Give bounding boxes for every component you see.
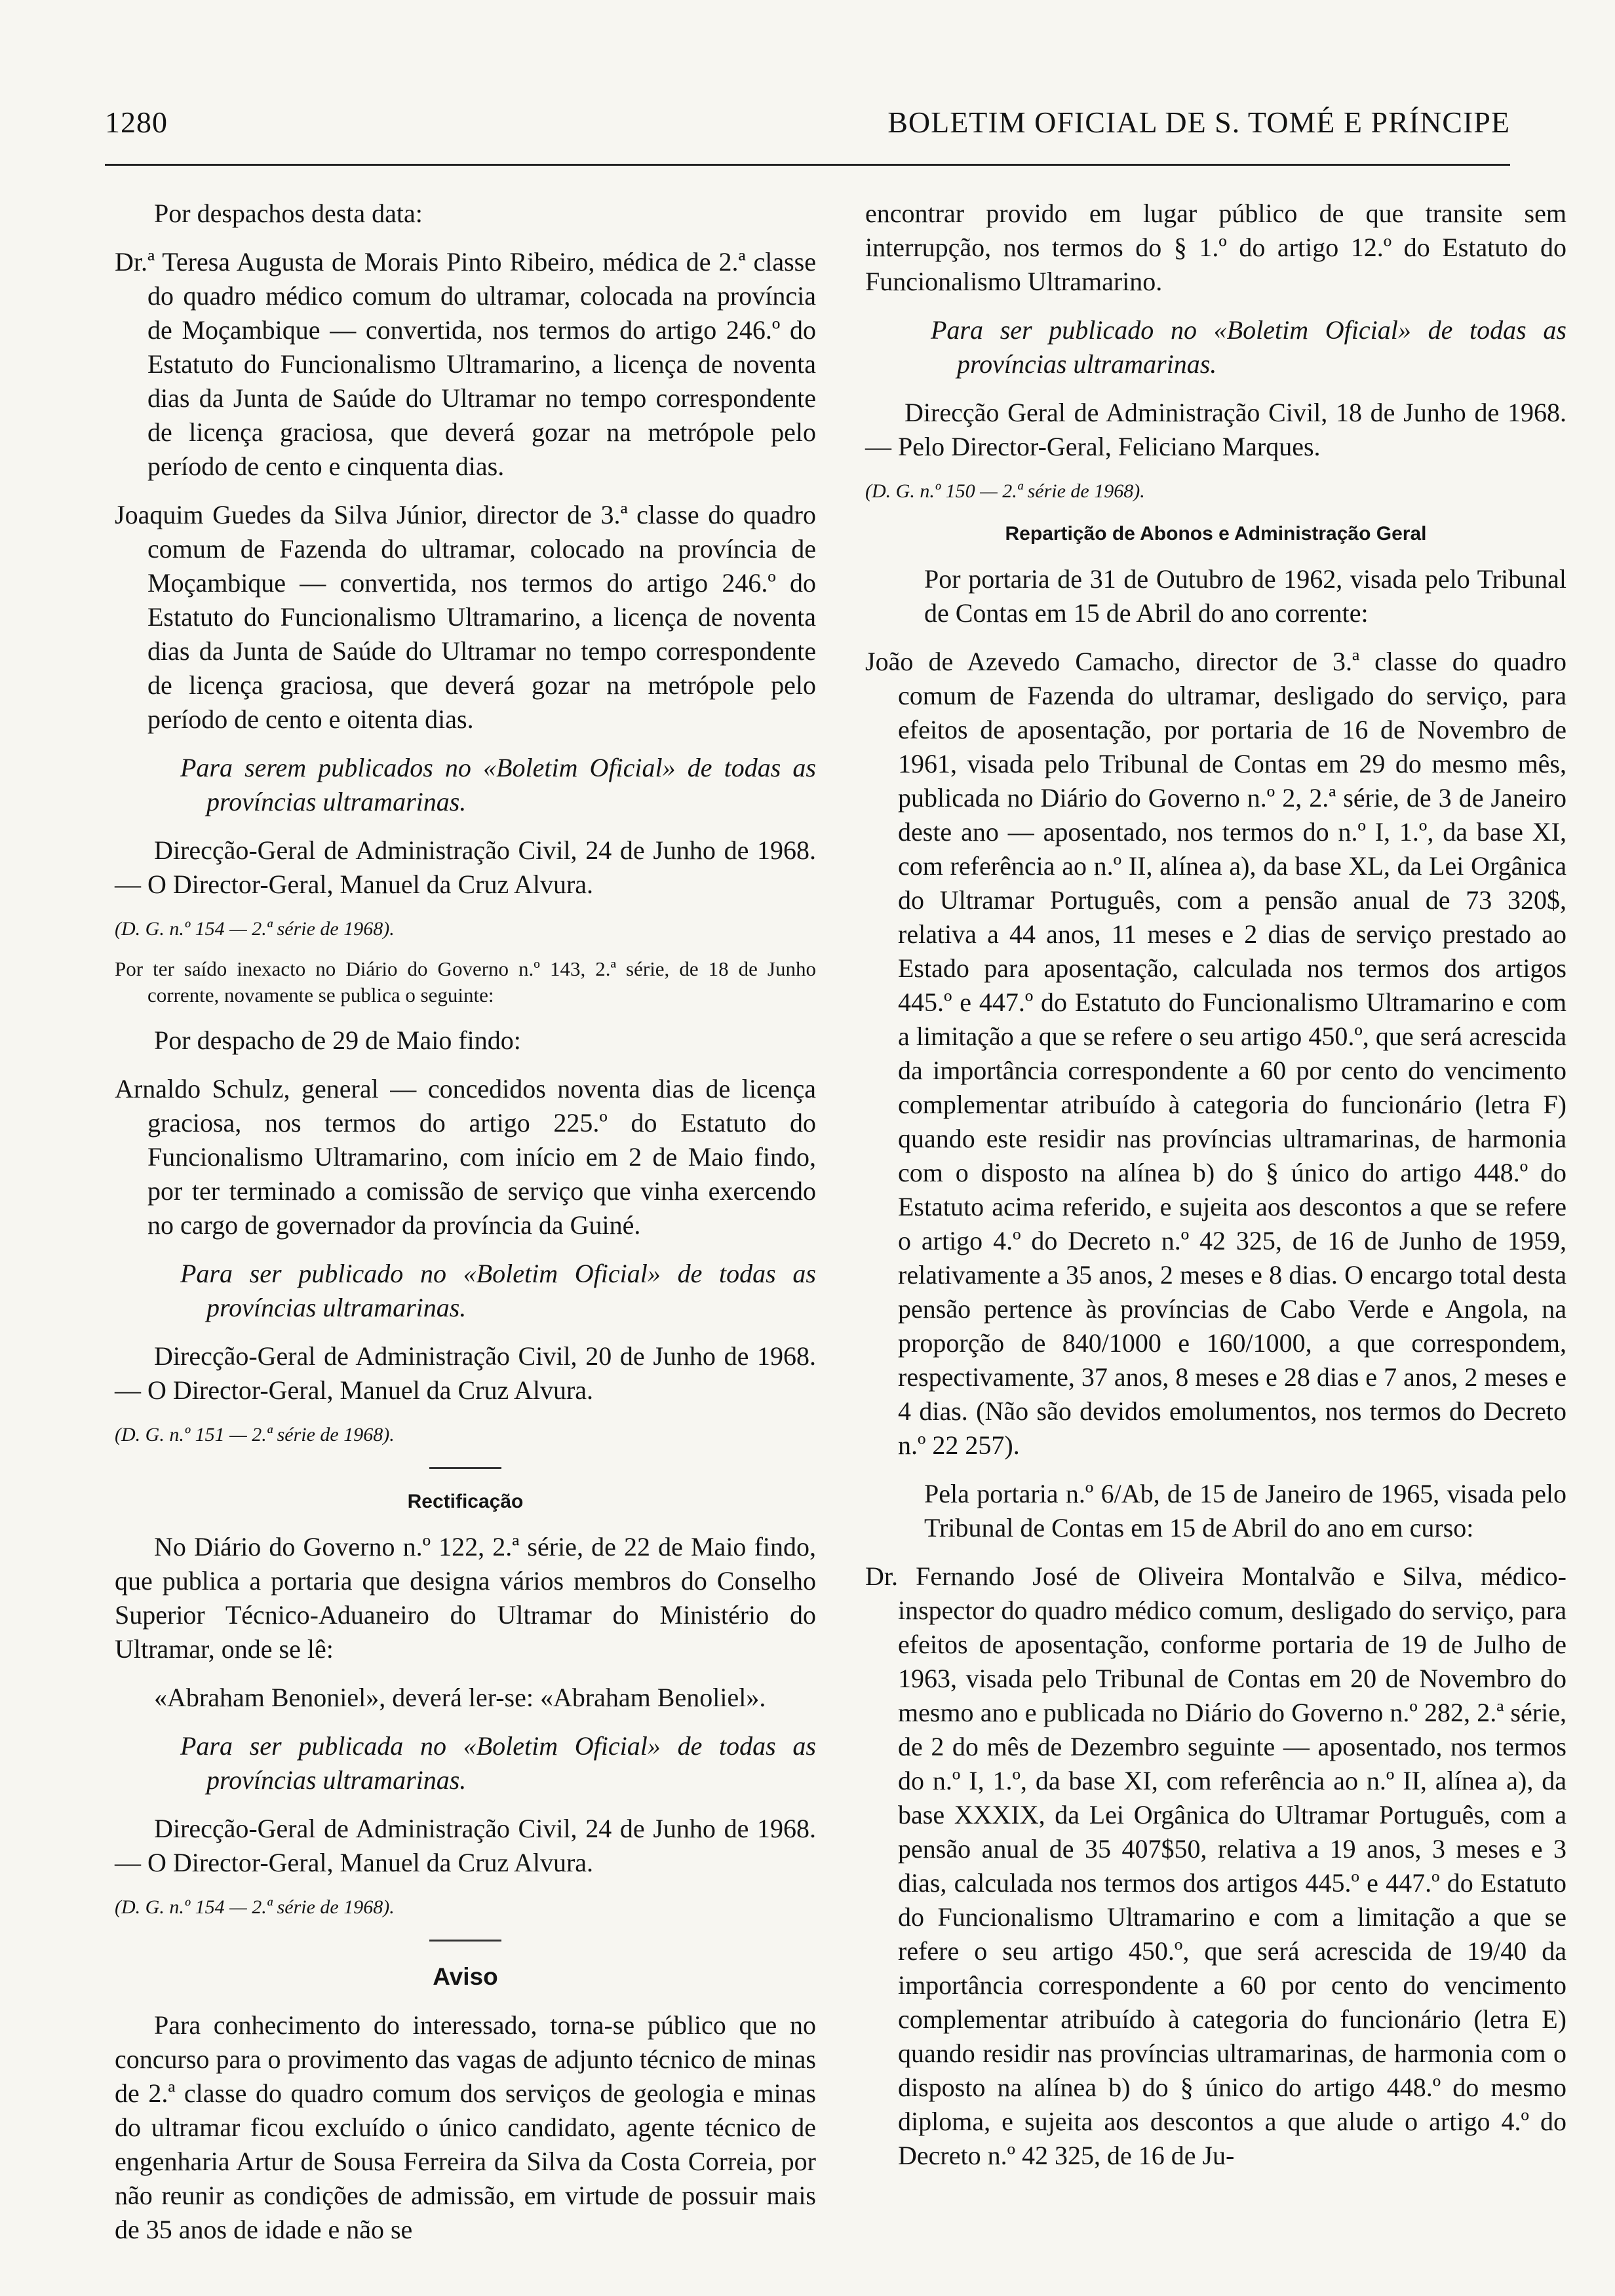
paragraph-arnaldo-schulz: Arnaldo Schulz, general — concedidos noventa dias de licença graciosa, nos termos do artigo 225.º do Estatuto do Funcionalismo Ultramarino, com início em 2 de Maio findo, por ter terminado a comissão de serviço que vinha exercendo no cargo de governador da província da Guiné.: [115, 1073, 816, 1240]
correction-notice: Por ter saído inexacto no Diário do Governo n.º 143, 2.ª série, de 18 de Junho corrente, novamente se publica o seguinte:: [115, 957, 816, 1007]
portaria-intro-2: Pela portaria n.º 6/Ab, de 15 de Janeiro de 1965, visada pelo Tribunal de Contas em 15 de Abril do ano em curso:: [924, 1479, 1566, 1542]
paragraph-fernando-montalvao: Dr. Fernando José de Oliveira Montalvão e Silva, médico-inspector do quadro médico comum, desligado do serviço, para efeitos de aposentação, conforme portaria de 19 de Julho de 1963, visada pelo Tribunal de Contas em 20 de Novembro do mesmo ano e publicada no Diário do Governo n.º 282, 2.ª série, de 2 do mês de Dezembro seguinte — aposentado, nos termos do n.º I, 1.º, da base XI, com referência ao n.º II, alínea a), da base XXXIX, da Lei Orgânica do Ultramar Português, com a pensão anual de 35 407$50, relativa a 19 anos, 3 meses e 3 dias, calculada nos termos dos artigos 445.º e 447.º do Estatuto do Funcionalismo Ultramarino e com a limitação a que se refere o seu artigo 450.º, que será acrescida de 19/40 da importância correspondente a 60 por cento do vencimento complementar atribuído à categoria do funcionário (letra E) quando residir nas províncias ultramarinas, de harmonia com o disposto na alínea b) do § único do artigo 448.º do mesmo diploma, e sujeita aos descontos a que alude o artigo 4.º do Decreto n.º 42 325, de 16 de Ju-: [865, 1561, 1566, 2170]
heading-aviso: Aviso: [433, 1962, 498, 1990]
portaria-intro-1: Por portaria de 31 de Outubro de 1962, visada pelo Tribunal de Contas em 15 de Abril do ano corrente:: [924, 564, 1566, 628]
paragraph-joao-camacho: João de Azevedo Camacho, director de 3.ª classe do quadro comum de Fazenda do ultramar, desligado do serviço, para efeitos de aposentação, por portaria de 16 de Novembro de 1961, visada pelo Tribunal de Contas em 29 do mesmo mês, publicada no Diário do Governo n.º 2, 2.ª série, de 3 de Janeiro deste ano — aposentado, nos termos do n.º I, 1.º, da base XI, com referência ao n.º II, alínea a), da base XL, da Lei Orgânica do Ultramar Português, com a pensão anual de 73 320$, relativa a 44 anos, 11 meses e 2 dias de serviço prestado ao Estado para aposentação, calculada nos termos dos artigos 445.º e 447.º do Estatuto do Funcionalismo Ultramarino e com a limitação a que se refere o seu artigo 450.º, que será acrescida da importância correspondente a 60 por cento do vencimento complementar atribuído à categoria do funcionário (letra F) quando este residir nas províncias ultramarinas, de harmonia com o disposto na alínea b) do § único do artigo 448.º do Estatuto acima referido, e sujeita aos descontos a que se refere o artigo 4.º do Decreto n.º 42 325, de 16 de Junho de 1959, relativamente a 35 anos, 2 meses e 8 dias. O encargo total desta pensão pertence às províncias de Cabo Verde e Angola, na proporção de 840/1000 e 160/1000, a que correspondem, respectivamente, 37 anos, 8 meses e 28 dias e 7 anos, 2 meses e 4 dias. (Não são devidos emolumentos, nos termos do Decreto n.º 22 257).: [865, 647, 1566, 1460]
rectification-paragraph: No Diário do Governo n.º 122, 2.ª série, de 22 de Maio findo, que publica a portaria que designa vários membros do Conselho Superior Técnico-Aduaneiro do Ultramar do Ministério do Ultramar, onde se lê:: [115, 1531, 816, 1664]
signature-2: Direcção-Geral de Administração Civil, 20 de Junho de 1968. — O Director-Geral, Manuel da Cruz Alvura.: [115, 1341, 816, 1405]
heading-reparticao: Repartição de Abonos e Administração Geral: [1005, 523, 1427, 545]
signature-4: Direcção Geral de Administração Civil, 18 de Junho de 1968. — Pelo Director-Geral, Feliciano Marques.: [865, 398, 1566, 461]
page-number: 1280: [105, 105, 168, 139]
continuation-paragraph: encontrar provido em lugar público de que transite sem interrupção, nos termos do § 1.º do artigo 12.º do Estatuto do Funcionalismo Ultramarino.: [865, 199, 1566, 296]
header-rule: [105, 164, 1510, 166]
publication-note-3: Para ser publicada no «Boletim Oficial» de todas as províncias ultramarinas.: [180, 1731, 816, 1795]
right-column: [865, 197, 1566, 2187]
heading-rectificacao: Rectificação: [407, 1490, 524, 1512]
separator-rule-2: [429, 1940, 501, 1942]
reference-2: (D. G. n.º 151 — 2.ª série de 1968).: [115, 1423, 395, 1445]
publication-note-1: Para serem publicados no «Boletim Oficial» de todas as províncias ultramarinas.: [180, 753, 816, 816]
publication-note-4: Para ser publicado no «Boletim Oficial» de todas as províncias ultramarinas.: [931, 315, 1566, 379]
intro-despachos: Por despachos desta data:: [154, 199, 423, 228]
publication-title: BOLETIM OFICIAL DE S. TOMÉ E PRÍNCIPE: [887, 105, 1510, 139]
rectification-correction: «Abraham Benoniel», deverá ler-se: «Abraham Benoliel».: [154, 1682, 766, 1712]
signature-1: Direcção-Geral de Administração Civil, 24 de Junho de 1968. — O Director-Geral, Manuel da Cruz Alvura.: [115, 835, 816, 899]
paragraph-teresa-ribeiro: Dr.ª Teresa Augusta de Morais Pinto Ribeiro, médica de 2.ª classe do quadro médico comum do ultramar, colocada na província de Moçambique — convertida, nos termos do artigo 246.º do Estatuto do Funcionalismo Ultramarino, a licença de noventa dias da Junta de Saúde do Ultramar no tempo correspondente de licença graciosa, que deverá gozar na metrópole pelo período de cento e cinquenta dias.: [115, 247, 816, 481]
separator-rule: [429, 1467, 501, 1469]
publication-note-2: Para ser publicado no «Boletim Oficial» de todas as províncias ultramarinas.: [180, 1258, 816, 1322]
reference-3: (D. G. n.º 154 — 2.ª série de 1968).: [115, 1896, 395, 1918]
aviso-paragraph: Para conhecimento do interessado, torna-se público que no concurso para o provimento das vagas de adjunto técnico de minas de 2.ª classe do quadro comum dos serviços de geologia e minas do ultramar ficou excluído o único candidato, agente técnico de engenharia Artur de Sousa Ferreira da Silva da Costa Correia, por não reunir as condições de admissão, em virtude de possuir mais de 35 anos de idade e não se: [115, 2010, 816, 2244]
signature-3: Direcção-Geral de Administração Civil, 24 de Junho de 1968. — O Director-Geral, Manuel da Cruz Alvura.: [115, 1813, 816, 1877]
reference-1: (D. G. n.º 154 — 2.ª série de 1968).: [115, 918, 395, 940]
paragraph-joaquim-guedes: Joaquim Guedes da Silva Júnior, director de 3.ª classe do quadro comum de Fazenda do ultramar, colocado na província de Moçambique — convertida, nos termos do artigo 246.º do Estatuto do Funcionalismo Ultramarino, a licença de noventa dias da Junta de Saúde do Ultramar no tempo correspondente de licença graciosa, que deverá gozar na metrópole pelo período de cento e oitenta dias.: [115, 500, 816, 734]
left-column: [115, 197, 816, 2261]
page-header: [105, 105, 1510, 140]
reference-4: (D. G. n.º 150 — 2.ª série de 1968).: [865, 480, 1145, 502]
intro-despacho-maio: Por despacho de 29 de Maio findo:: [154, 1025, 521, 1055]
